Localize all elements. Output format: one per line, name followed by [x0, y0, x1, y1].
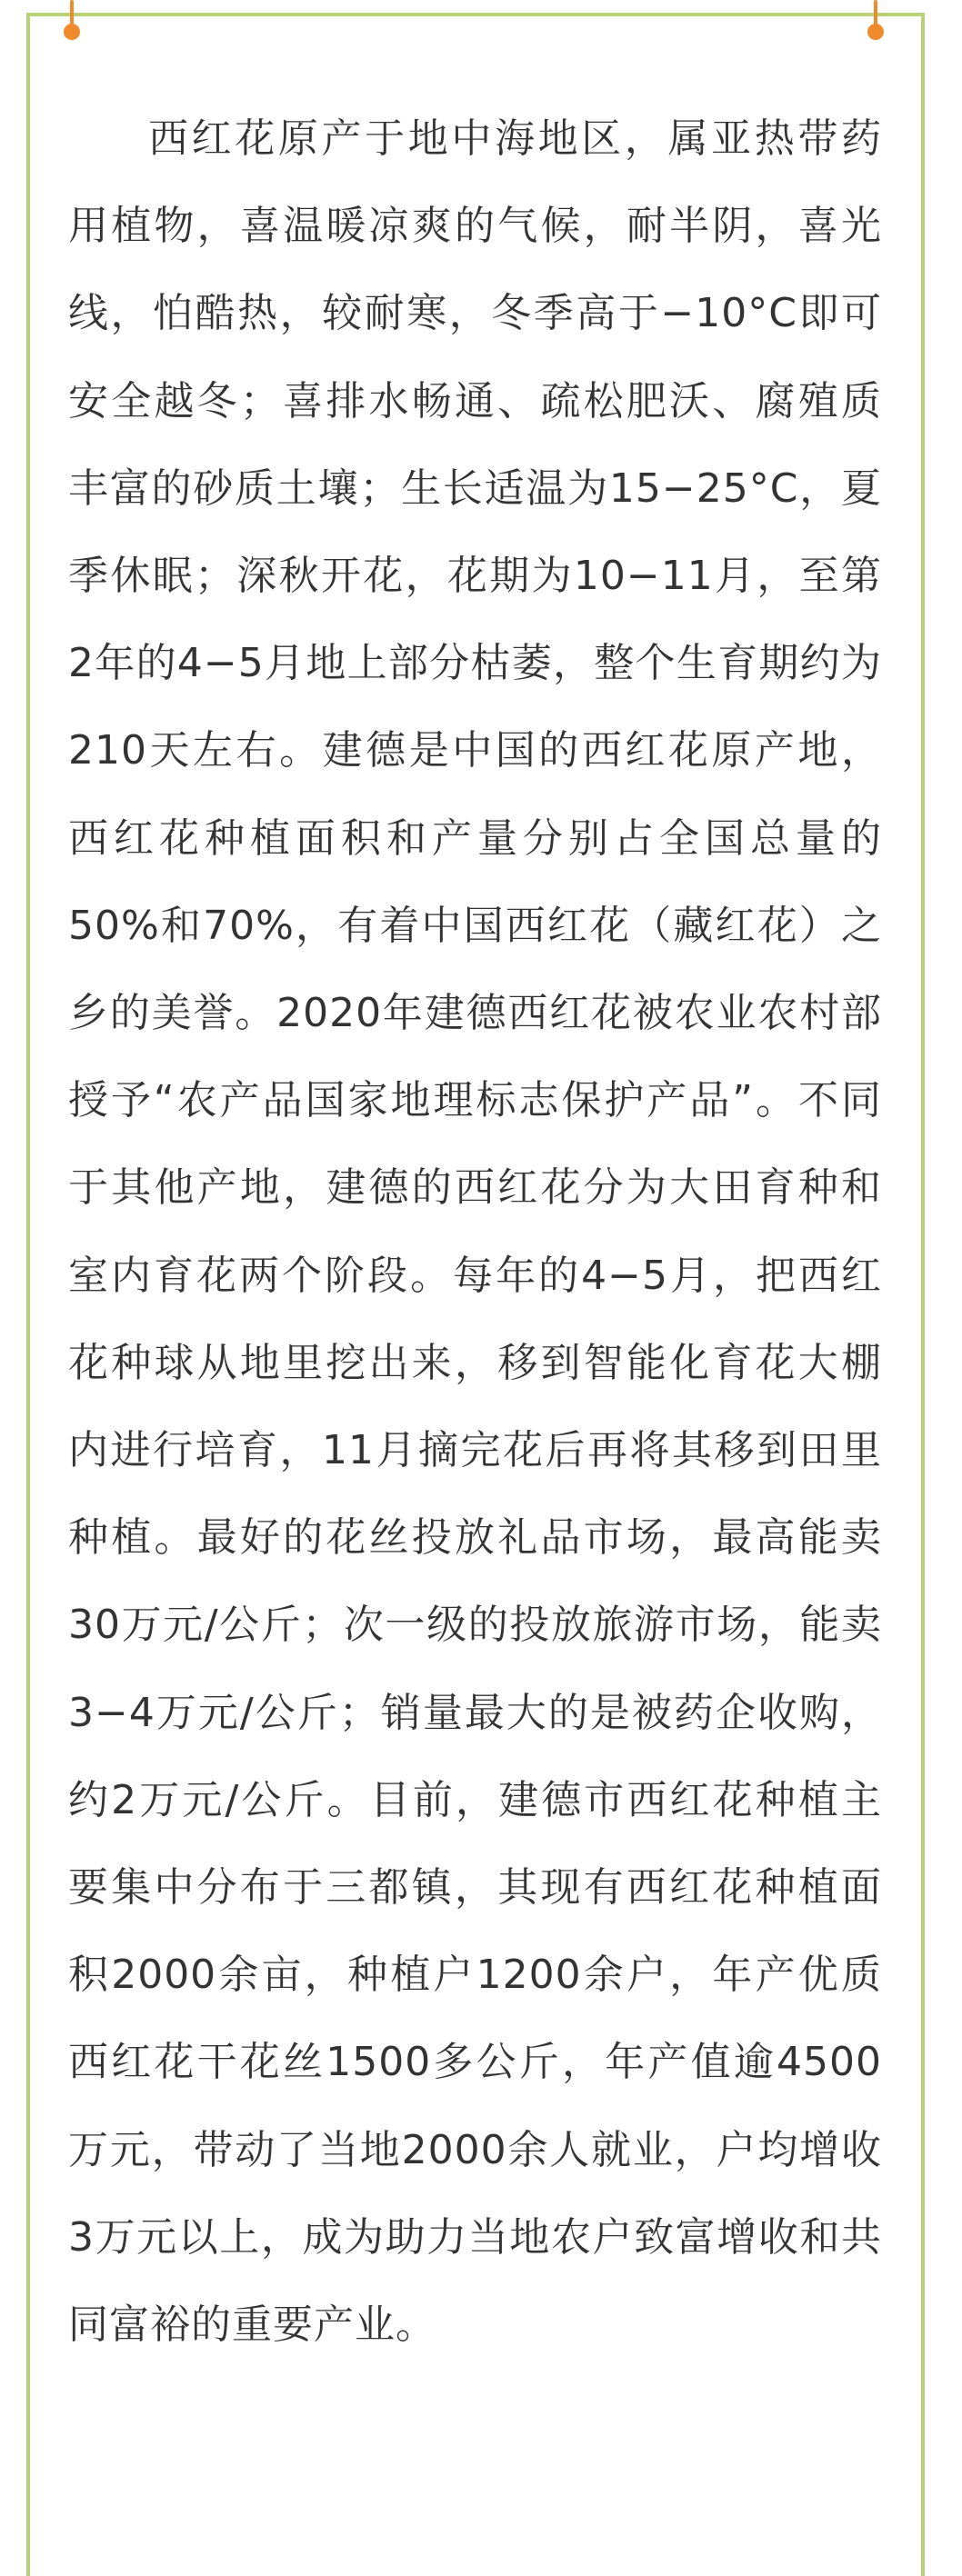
left-pin-icon [64, 0, 80, 42]
right-pin-icon [867, 0, 884, 42]
article-paragraph: 西红花原产于地中海地区，属亚热带药用植物，喜温暖凉爽的气候，耐半阴，喜光线，怕酷热，较耐寒，冬季高于−10°C即可安全越冬；喜排水畅通、疏松肥沃、腐殖质丰富的砂质土壤；生长适温为15−25°C，夏季休眠；深秋开花，花期为10−11月，至第2年的4−5月地上部分枯萎，整个生育期约为210天左右。建德是中国的西红花原产地，西红花种植面积和产量分别占全国总量的50%和70%，有着中国西红花（藏红花）之乡的美誉。2020年建德西红花被农业农村部授予“农产品国家地理标志保护产品”。不同于其他产地，建德的西红花分为大田育种和室内育花两个阶段。每年的4−5月，把西红花种球从地里挖出来，移到智能化育花大棚内进行培育，11月摘完花后再将其移到田里种植。最好的花丝投放礼品市场，最高能卖30万元/公斤；次一级的投放旅游市场，能卖3−4万元/公斤；销量最大的是被药企收购，约2万元/公斤。目前，建德市西红花种植主要集中分布于三都镇，其现有西红花种植面积2000余亩，种植户1200余户，年产优质西红花干花丝1500多公斤，年产值逾4500万元，带动了当地2000余人就业，户均增收3万元以上，成为助力当地农户致富增收和共同富裕的重要产业。 [68, 115, 882, 2349]
